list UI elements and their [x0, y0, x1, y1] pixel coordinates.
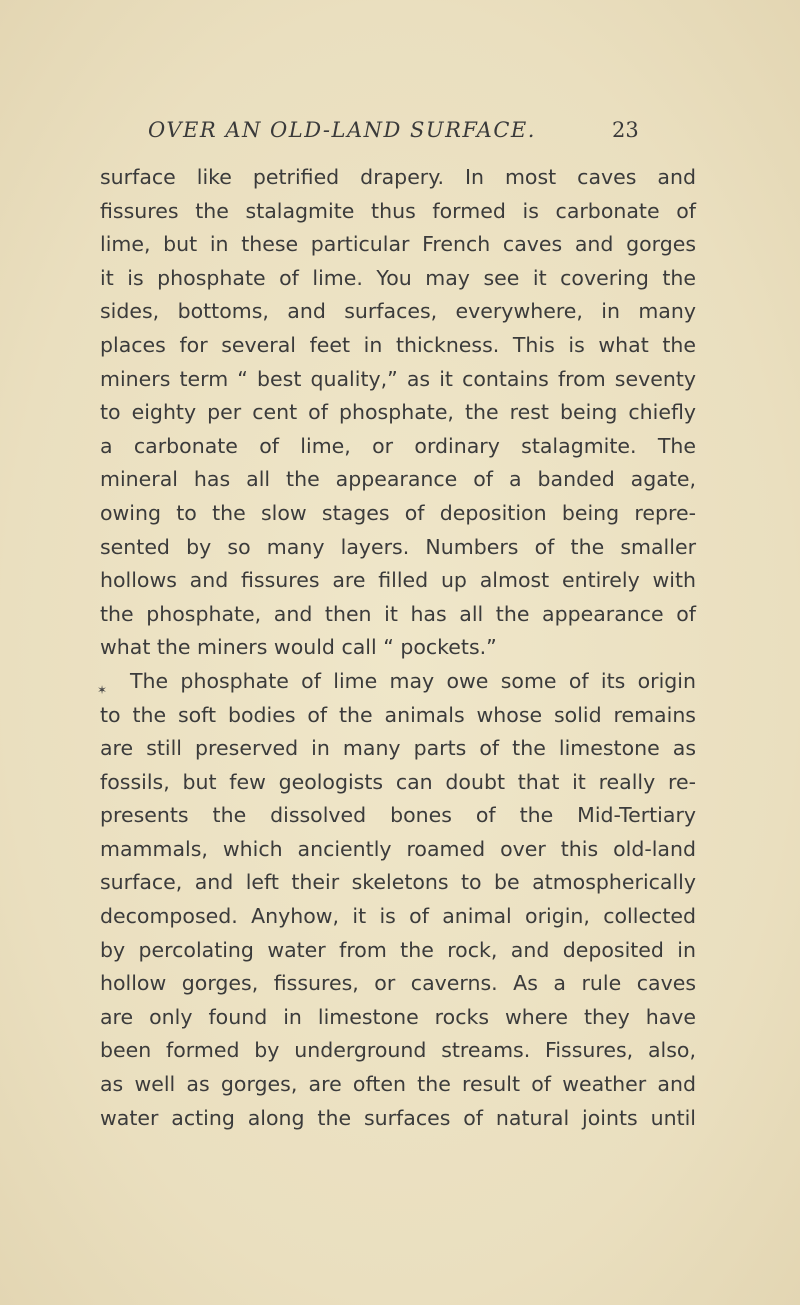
text-line: been formed by underground streams. Fissures, also, — [100, 1038, 696, 1063]
text-line: to eighty per cent of phosphate, the rest being chiefly — [100, 400, 696, 425]
running-head-title: OVER AN OLD-LAND SURFACE. — [148, 118, 536, 142]
text-line: water acting along the surfaces of natural joints until — [100, 1105, 696, 1130]
text-line: hollow gorges, fissures, or caverns. As a rule caves — [100, 971, 696, 996]
text-line: what the miners would call “ pockets.” — [100, 635, 497, 660]
text-line: to the soft bodies of the animals whose solid remains — [100, 702, 696, 727]
text-line: by percolating water from the rock, and deposited in — [100, 937, 696, 962]
text-line: places for several feet in thickness. This is what the — [100, 332, 696, 357]
body-text — [100, 161, 696, 1135]
text-line: as well as gorges, are often the result of weather and — [100, 1072, 696, 1097]
text-line: owing to the slow stages of deposition being repre- — [100, 500, 696, 525]
text-line: are still preserved in many parts of the limestone as — [100, 736, 696, 761]
text-line: The phosphate of lime may owe some of its origin — [130, 668, 696, 693]
text-line: it is phosphate of lime. You may see it covering the — [100, 265, 696, 290]
running-head — [0, 118, 800, 148]
text-line: a carbonate of lime, or ordinary stalagmite. The — [100, 433, 696, 458]
text-line: mammals, which anciently roamed over this old-land — [100, 836, 696, 861]
text-line: decomposed. Anyhow, it is of animal origin, collected — [100, 904, 696, 929]
text-line: sides, bottoms, and surfaces, everywhere, in many — [100, 299, 696, 324]
text-line: surface like petrified drapery. In most caves and — [100, 165, 696, 189]
paragraph-1 — [100, 161, 696, 665]
page-number: 23 — [612, 118, 639, 142]
text-line: miners term “ best quality,” as it contains from seventy — [100, 366, 696, 391]
margin-mark: ✶ — [97, 683, 108, 697]
text-line: fossils, but few geologists can doubt that it really re- — [100, 769, 696, 794]
text-line: mineral has all the appearance of a banded agate, — [100, 467, 696, 492]
text-line: are only found in limestone rocks where they have — [100, 1004, 696, 1029]
text-line: fissures the stalagmite thus formed is carbonate of — [100, 198, 696, 223]
text-line: hollows and fissures are filled up almost entirely with — [100, 568, 696, 593]
paragraph-2 — [100, 665, 696, 1135]
text-line: lime, but in these particular French caves and gorges — [100, 232, 696, 257]
text-line: sented by so many layers. Numbers of the smaller — [100, 534, 696, 559]
text-line: presents the dissolved bones of the Mid-Tertiary — [100, 803, 696, 828]
text-line: the phosphate, and then it has all the appearance of — [100, 601, 696, 626]
text-line: surface, and left their skeletons to be atmospherically — [100, 870, 696, 895]
